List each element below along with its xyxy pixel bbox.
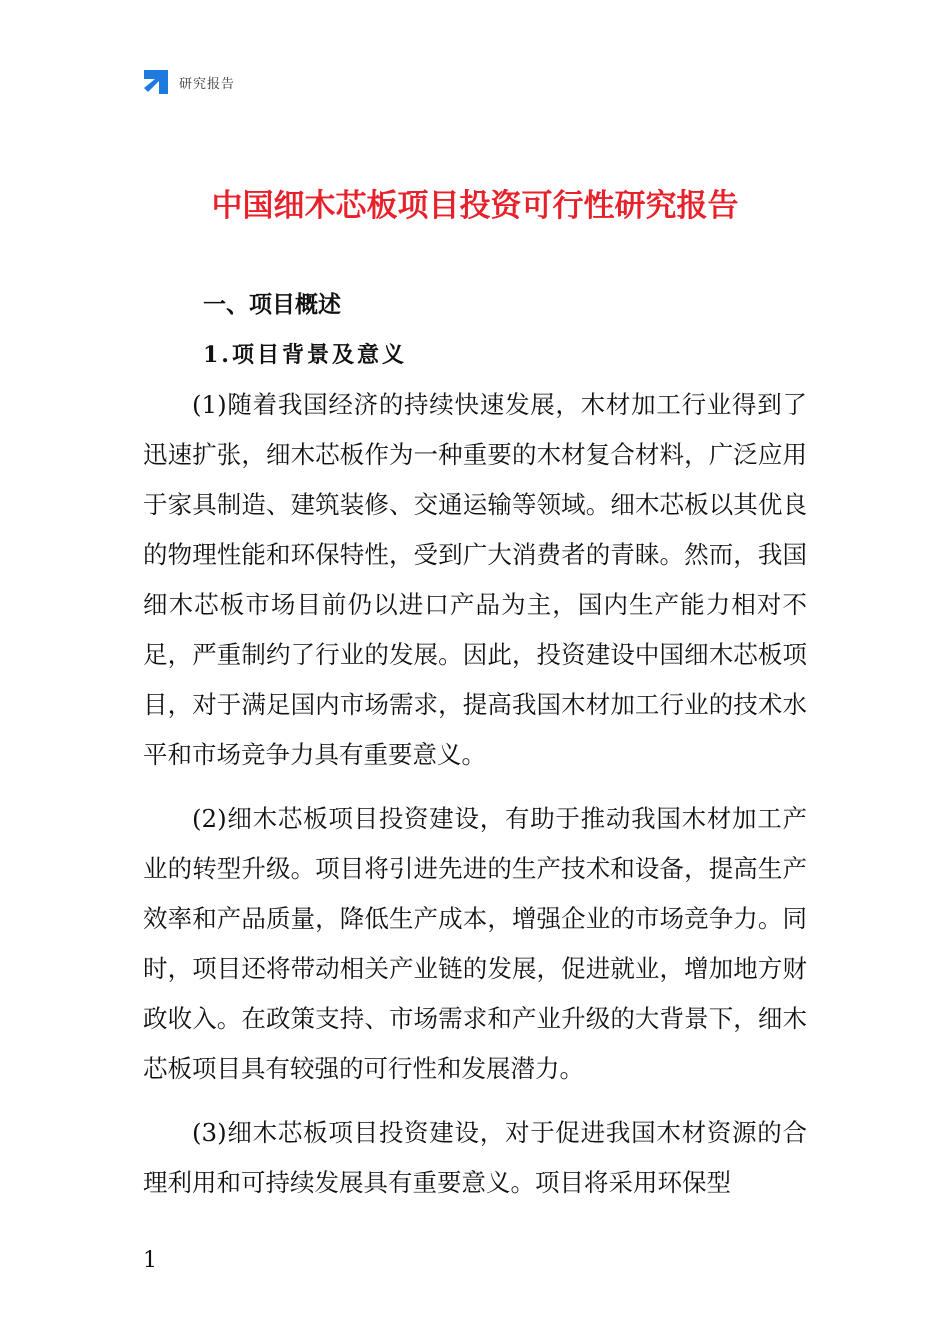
page-number: 1	[143, 1248, 157, 1273]
paragraph-2: (2)细木芯板项目投资建设，有助于推动我国木材加工产业的转型升级。项目将引进先进的生产技术和设备，提高生产效率和产品质量，降低生产成本，增强企业的市场竞争力。同时，项目还将带动相关产业链的发展，促进就业，增加地方财政收入。在政策支持、市场需求和产业升级的大背景下，细木芯板项目具有较强的可行性和发展潜力。	[143, 804, 807, 1083]
header-label: 研究报告	[179, 76, 236, 92]
logo-arrow-icon	[143, 69, 169, 95]
paragraph-1: (1)随着我国经济的持续快速发展，木材加工行业得到了迅速扩张，细木芯板作为一种重要的木材复合材料，广泛应用于家具制造、建筑装修、交通运输等领域。细木芯板以其优良的物理性能和环保特性，受到广大消费者的青睐。然而，我国细木芯板市场目前仍以进口产品为主，国内生产能力相对不足，严重制约了行业的发展。因此，投资建设中国细木芯板项目，对于满足国内市场需求，提高我国木材加工行业的技术水平和市场竞争力具有重要意义。	[143, 390, 807, 769]
sub-heading: 1.项目背景及意义	[203, 342, 407, 368]
body-text	[143, 380, 807, 1222]
report-header	[143, 68, 235, 96]
document-title: 中国细木芯板项目投资可行性研究报告	[211, 188, 739, 224]
paragraph-3: (3)细木芯板项目投资建设，对于促进我国木材资源的合理利用和可持续发展具有重要意义。项目将采用环保型	[143, 1118, 807, 1197]
section-heading: 一、项目概述	[203, 292, 341, 318]
